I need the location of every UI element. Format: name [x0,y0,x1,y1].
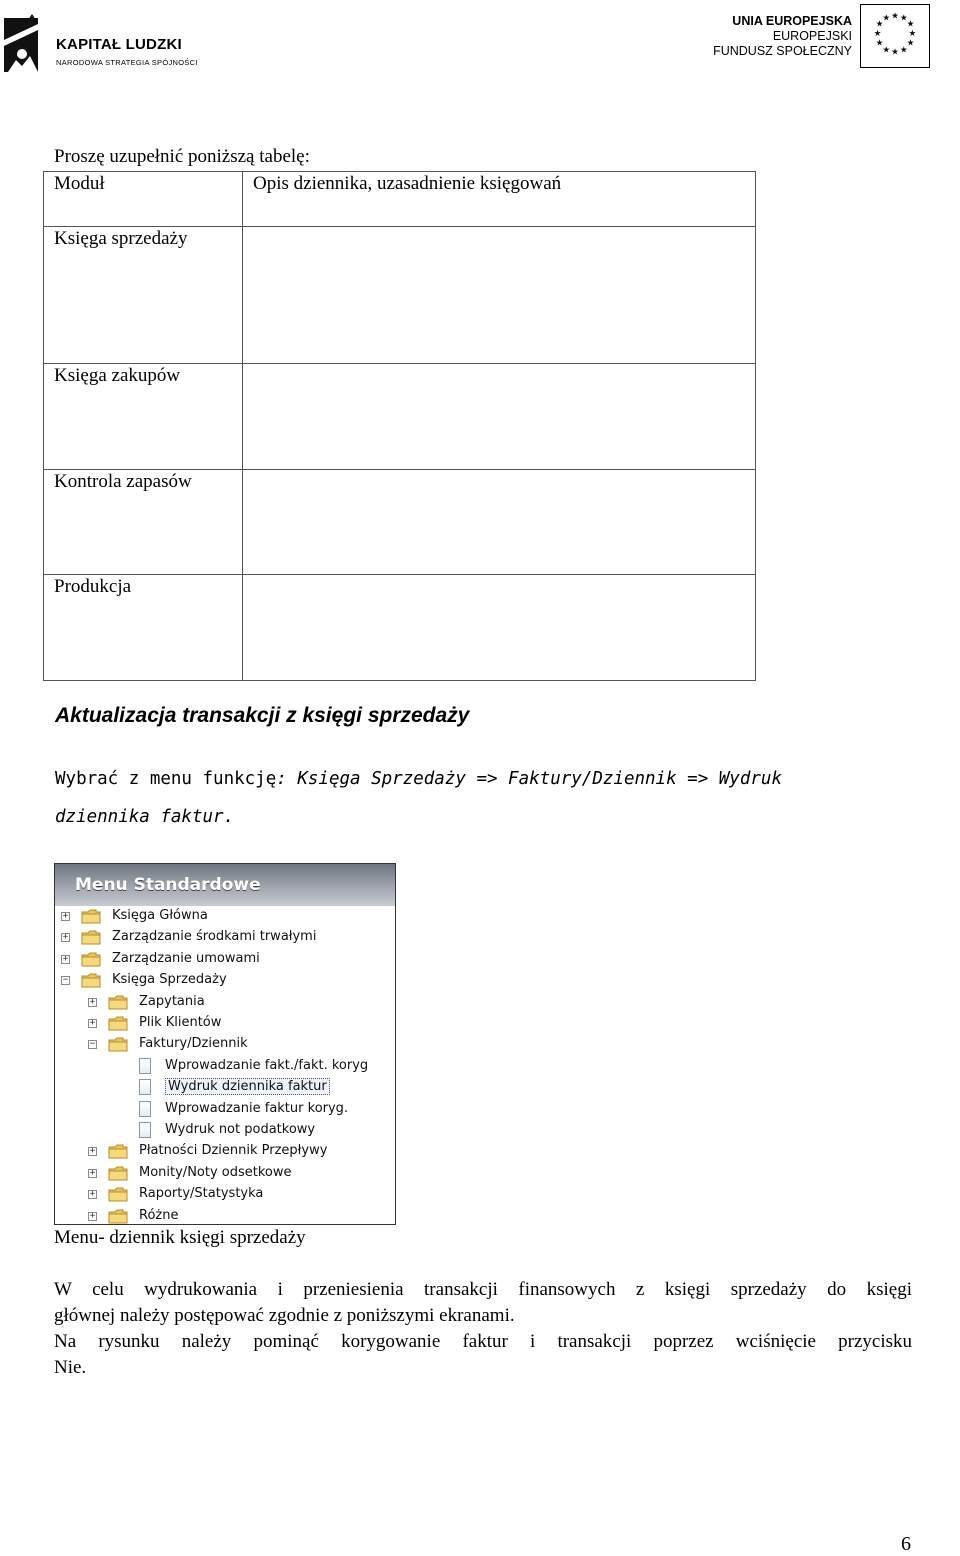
table-cell-module: Kontrola zapasów [44,470,243,575]
eu-logo-line3: FUNDUSZ SPOŁECZNY [713,44,852,58]
table-cell-empty[interactable] [243,575,756,681]
menu-tree-item-label: Wprowadzanie faktur koryg. [165,1100,349,1116]
folder-icon [108,1209,128,1224]
menu-tree-item-label: Księga Główna [112,908,208,923]
folder-icon [108,1016,128,1031]
kapital-ludzki-subtitle: NARODOWA STRATEGIA SPÓJNOŚCI [56,58,198,67]
eu-logo-text [713,14,852,59]
table-row [44,575,756,681]
menu-tree-item[interactable] [55,1142,395,1162]
eu-logo-line1: UNIA EUROPEJSKA [732,14,852,28]
folder-icon [108,1144,128,1159]
menu-tree-item[interactable] [55,971,395,991]
folder-icon [108,1166,128,1181]
instruction-text [55,760,895,836]
menu-tree-item-label: Raporty/Statystyka [139,1186,264,1202]
paragraph-line: Nie. [54,1357,87,1378]
eu-logo [710,4,930,70]
paragraph-line: Na rysunku należy pominąć korygowanie faktur i transakcji poprzez wciśnięcie przycisku [54,1331,912,1352]
menu-tree-item-label: Księga Sprzedaży [112,972,227,988]
page-number: 6 [901,1533,911,1555]
expand-toggle-icon[interactable]: + [89,996,96,1007]
expand-toggle-icon[interactable]: + [62,953,69,964]
document-icon [139,1058,151,1074]
table-cell-module: Produkcja [44,575,243,681]
menu-tree-item-label: Wprowadzanie fakt./fakt. koryg [165,1057,369,1073]
expand-toggle-icon[interactable]: + [89,1189,96,1200]
module-table [43,171,756,681]
folder-icon [81,930,101,945]
collapse-toggle-icon[interactable]: − [89,1039,96,1050]
table-row [44,227,756,364]
menu-standardowe-screenshot [54,863,396,1225]
menu-tree-item[interactable] [55,928,395,948]
table-cell-module: Księga zakupów [44,364,243,470]
expand-toggle-icon[interactable]: + [62,911,69,921]
table-cell-empty[interactable] [243,364,756,470]
table-cell-module: Księga sprzedaży [44,227,243,364]
eu-stars-flag-icon [860,4,930,68]
eu-logo-line2: EUROPEJSKI [772,29,852,43]
menu-tree-item-label: Monity/Noty odsetkowe [139,1164,292,1180]
menu-tree-item[interactable] [55,1014,395,1034]
menu-tree-item-label: Różne [139,1207,179,1223]
intro-text: Proszę uzupełnić poniższą tabelę: [54,146,310,167]
collapse-toggle-icon[interactable]: − [62,975,69,986]
menu-tree-item[interactable] [55,1035,395,1055]
document-icon [139,1079,151,1095]
menu-tree-item[interactable] [55,1121,395,1141]
body-paragraph [54,1277,912,1381]
expand-toggle-icon[interactable]: + [62,932,69,943]
svg-text:★: ★ [882,13,891,24]
document-icon [139,1101,151,1117]
folder-icon [108,995,128,1010]
menu-tree-item-label: Wydruk dziennika faktur [165,1078,330,1095]
expand-toggle-icon[interactable]: + [89,1210,96,1221]
table-row [44,470,756,575]
table-header-description: Opis dziennika, uzasadnienie księgowań [243,172,756,227]
menu-tree-item[interactable] [55,993,395,1013]
svg-text:★: ★ [891,47,899,58]
svg-text:★: ★ [873,29,882,39]
svg-text:★: ★ [882,45,891,56]
table-cell-empty[interactable] [243,227,756,364]
kapital-ludzki-title: KAPITAŁ LUDZKI [56,36,182,53]
expand-toggle-icon[interactable]: + [89,1167,96,1178]
svg-text:★: ★ [906,38,915,49]
menu-tree-item[interactable] [55,1057,395,1077]
figure-caption: Menu- dziennik księgi sprzedaży [54,1227,306,1248]
table-row [44,364,756,470]
menu-tree-item[interactable] [55,1207,395,1225]
kapital-ludzki-logo [2,10,198,74]
document-icon [139,1122,151,1138]
folder-icon [108,1187,128,1202]
instruction-prefix: Wybrać z menu funkcję [55,769,277,789]
instruction-path-line1: : Księga Sprzedaży => Faktury/Dziennik => Wydruk [276,769,782,789]
folder-icon [108,1037,128,1052]
table-cell-empty[interactable] [243,470,756,575]
menu-tree-item[interactable] [55,950,395,970]
menu-tree-item[interactable] [55,1078,395,1098]
table-header-row [44,172,756,227]
menu-tree-item-label: Płatności Dziennik Przepływy [139,1143,328,1159]
menu-tree-item-label: Faktury/Dziennik [139,1036,248,1052]
expand-toggle-icon[interactable]: + [89,1146,96,1157]
instruction-path-line2: dziennika faktur. [55,807,235,827]
menu-tree-item-label: Wydruk not podatkowy [165,1122,316,1137]
svg-text:★: ★ [899,13,908,24]
menu-tree-item[interactable] [55,1100,395,1120]
svg-text:★: ★ [899,45,908,56]
table-header-module: Moduł [44,172,243,227]
paragraph-line: W celu wydrukowania i przeniesienia transakcji finansowych z księgi sprzedaży do księgi [54,1279,912,1300]
menu-tree-item-label: Plik Klientów [139,1015,222,1030]
svg-text:★: ★ [875,19,884,30]
menu-tree-item-label: Zapytania [139,993,205,1009]
expand-toggle-icon[interactable]: + [89,1018,96,1028]
menu-tree-item-label: Zarządzanie umowami [112,950,260,966]
kapital-ludzki-mark-icon [2,10,42,74]
menu-tree-item[interactable] [55,1185,395,1205]
menu-tree-item-label: Zarządzanie środkami trwałymi [112,929,317,945]
section-heading: Aktualizacja transakcji z księgi sprzedaży [55,704,470,727]
folder-icon [81,909,101,924]
menu-tree-item[interactable] [55,1164,395,1184]
svg-text:★: ★ [891,11,899,22]
menu-title: Menu Standardowe [55,864,395,906]
menu-tree-item[interactable] [55,907,395,927]
svg-text:★: ★ [908,29,917,39]
paragraph-line: głównej należy postępować zgodnie z poniższymi ekranami. [54,1305,515,1326]
folder-icon [81,952,101,967]
folder-icon [81,973,101,988]
svg-text:★: ★ [875,38,884,49]
svg-text:★: ★ [906,19,915,30]
